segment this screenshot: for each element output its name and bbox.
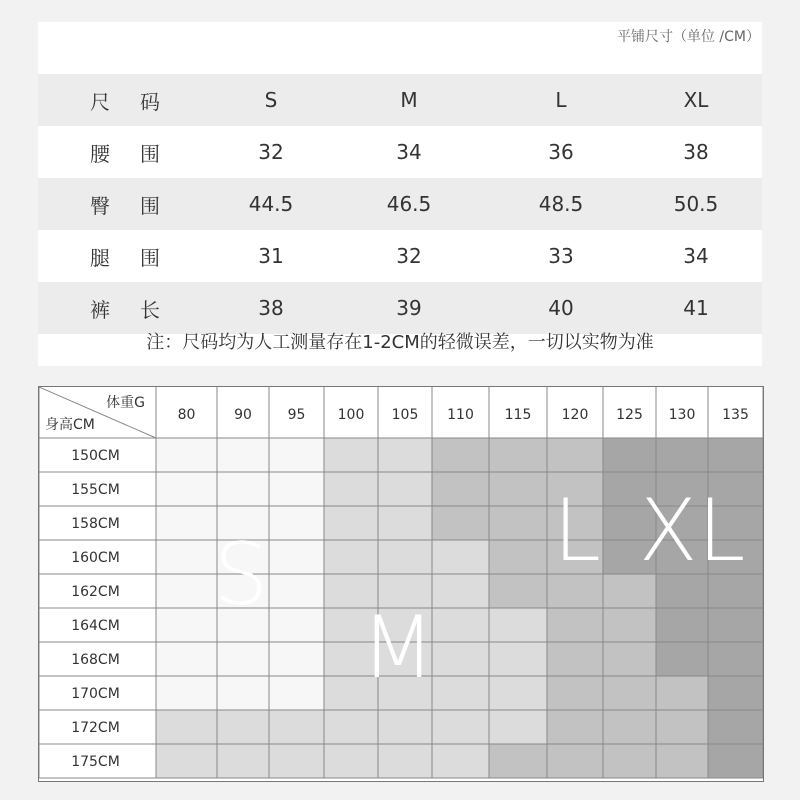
grid-cell-170CM-130 [656,676,708,710]
grid-cell-175CM-110 [432,744,489,778]
corner-height-label: 身高CM [45,417,95,433]
grid-cell-175CM-90 [217,744,269,778]
size-table [38,22,762,366]
grid-cell-164CM-95 [269,608,324,642]
hip-xl: 50.5 [673,192,719,216]
grid-cell-158CM-80 [156,506,217,540]
grid-cell-175CM-135 [708,744,763,778]
hip-s: 44.5 [248,192,294,216]
grid-cell-155CM-80 [156,472,217,506]
zone-label-s: S [213,525,269,625]
grid-cell-168CM-125 [603,642,656,676]
waist-m: 34 [396,140,422,164]
grid-cell-175CM-80 [156,744,217,778]
grid-cell-164CM-80 [156,608,217,642]
grid-cell-158CM-95 [269,506,324,540]
grid-cell-168CM-135 [708,642,763,676]
weight-header: 90 [234,407,252,423]
weight-header: 130 [668,407,696,423]
grid-cell-172CM-80 [156,710,217,744]
length-s: 38 [258,296,284,320]
weight-header: 110 [447,407,474,423]
grid-cell-168CM-110 [432,642,489,676]
weight-header: 125 [616,407,643,423]
thigh-m: 32 [396,244,422,268]
waist-label: 腰围 [90,141,190,166]
grid-cell-158CM-115 [489,506,547,540]
grid-cell-170CM-80 [156,676,217,710]
length-xl: 41 [683,296,709,320]
grid-cell-150CM-100 [324,438,378,472]
grid-cell-155CM-105 [378,472,432,506]
grid-cell-168CM-115 [489,642,547,676]
grid-cell-160CM-110 [432,540,489,574]
size-header-row [38,74,762,126]
height-label: 175CM [71,754,120,770]
grid-cell-164CM-120 [547,608,603,642]
grid-cell-172CM-125 [603,710,656,744]
grid-cell-150CM-130 [656,438,708,472]
grid-cell-168CM-80 [156,642,217,676]
grid-cell-150CM-90 [217,438,269,472]
grid-cell-170CM-90 [217,676,269,710]
length-l: 40 [548,296,574,320]
length-row [38,282,762,334]
grid-cell-160CM-80 [156,540,217,574]
grid-cell-164CM-110 [432,608,489,642]
weight-header: 95 [287,407,306,423]
grid-cell-175CM-125 [603,744,656,778]
grid-cell-160CM-115 [489,540,547,574]
weight-header: 105 [391,407,419,423]
height-label: 150CM [71,448,120,464]
grid-cell-168CM-90 [217,642,269,676]
grid-cell-150CM-120 [547,438,603,472]
grid-cell-150CM-95 [269,438,324,472]
grid-cell-168CM-95 [269,642,324,676]
grid-cell-164CM-125 [603,608,656,642]
grid-cell-162CM-115 [489,574,547,608]
hip-row [38,178,762,230]
height-label: 172CM [71,720,120,736]
grid-cell-160CM-95 [269,540,324,574]
height-label: 158CM [71,516,120,532]
grid-cell-164CM-130 [656,608,708,642]
weight-header: 80 [177,407,196,423]
height-label: 168CM [71,652,120,668]
hip-label: 臀围 [90,193,190,218]
grid-cell-170CM-120 [547,676,603,710]
grid-cell-150CM-125 [603,438,656,472]
grid-cell-155CM-110 [432,472,489,506]
grid-cell-175CM-105 [378,744,432,778]
grid-cell-158CM-105 [378,506,432,540]
length-m: 39 [396,296,422,320]
grid-cell-175CM-95 [269,744,324,778]
grid-cell-160CM-105 [378,540,432,574]
grid-cell-172CM-100 [324,710,378,744]
grid-cell-158CM-100 [324,506,378,540]
grid-cell-172CM-120 [547,710,603,744]
grid-cell-172CM-135 [708,710,763,744]
grid-cell-172CM-130 [656,710,708,744]
waist-l: 36 [548,140,574,164]
grid-cell-162CM-80 [156,574,217,608]
size-header-s: S [264,88,278,112]
waist-row [38,126,762,178]
height-label: 164CM [71,618,120,634]
weight-header: 135 [722,407,749,423]
grid-cell-170CM-135 [708,676,763,710]
grid-cell-172CM-90 [217,710,269,744]
size-recommendation-chart [38,386,764,782]
grid-cell-170CM-125 [603,676,656,710]
grid-cell-150CM-115 [489,438,547,472]
grid-cell-155CM-95 [269,472,324,506]
grid-cell-172CM-110 [432,710,489,744]
grid-cell-172CM-115 [489,710,547,744]
length-label: 裤长 [90,297,190,322]
grid-cell-164CM-115 [489,608,547,642]
weight-header: 100 [337,407,365,423]
waist-s: 32 [258,140,284,164]
grid-cell-150CM-105 [378,438,432,472]
waist-xl: 38 [683,140,709,164]
grid-cell-150CM-135 [708,438,763,472]
hip-l: 48.5 [538,192,584,216]
grid-cell-172CM-95 [269,710,324,744]
grid-cell-170CM-110 [432,676,489,710]
height-label: 155CM [71,482,120,498]
size-header-l: L [555,88,567,112]
size-header-m: M [400,88,418,112]
grid-cell-175CM-120 [547,744,603,778]
grid-cell-155CM-115 [489,472,547,506]
grid-cell-155CM-90 [217,472,269,506]
zone-label-xl: XL [638,481,746,581]
grid-cell-164CM-135 [708,608,763,642]
unit-note: 平铺尺寸（单位 /CM） [616,29,760,45]
size-header-label: 尺码 [90,89,190,114]
size-header-xl: XL [683,88,709,112]
thigh-xl: 34 [683,244,709,268]
grid-cell-168CM-130 [656,642,708,676]
weight-header: 120 [561,407,589,423]
thigh-s: 31 [258,244,284,268]
hip-m: 46.5 [386,192,432,216]
grid-cell-150CM-110 [432,438,489,472]
grid-cell-162CM-110 [432,574,489,608]
zone-label-m: M [360,598,436,698]
height-label: 170CM [71,686,120,702]
size-grid-svg [39,387,763,781]
height-label: 160CM [71,550,120,566]
corner-weight-label: 体重G [106,395,145,411]
measurement-footnote: 注：尺码均为人工测量存在1-2CM的轻微误差，一切以实物为准 [146,332,654,353]
weight-header: 115 [504,407,532,423]
grid-cell-175CM-100 [324,744,378,778]
grid-cell-172CM-105 [378,710,432,744]
grid-cell-168CM-120 [547,642,603,676]
thigh-l: 33 [548,244,574,268]
thigh-label: 腿围 [90,245,190,270]
grid-cell-162CM-95 [269,574,324,608]
grid-cell-150CM-80 [156,438,217,472]
zone-label-l: L [553,481,601,581]
grid-cell-155CM-100 [324,472,378,506]
grid-cell-170CM-95 [269,676,324,710]
grid-cell-160CM-100 [324,540,378,574]
grid-cell-170CM-115 [489,676,547,710]
thigh-row [38,230,762,282]
grid-cell-175CM-130 [656,744,708,778]
grid-cell-175CM-115 [489,744,547,778]
grid-cell-158CM-110 [432,506,489,540]
height-label: 162CM [71,584,120,600]
